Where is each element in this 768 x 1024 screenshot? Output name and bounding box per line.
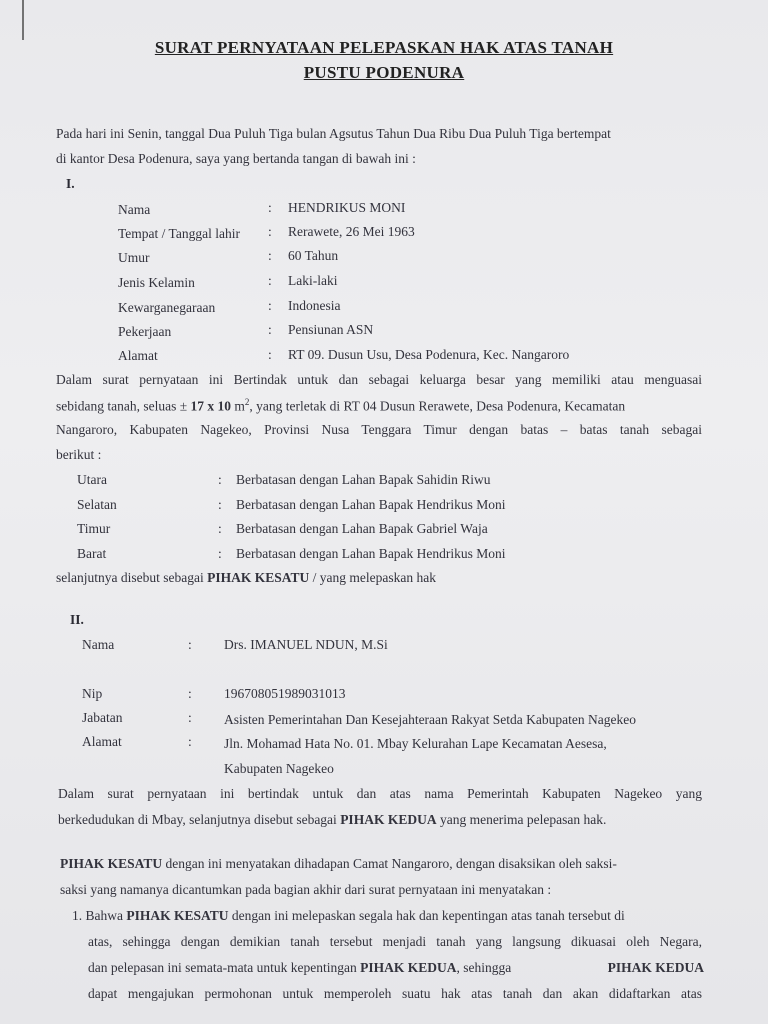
party-2-statement-line-2 bbox=[58, 812, 606, 828]
text-run: yang menerima pelepasan hak. bbox=[436, 812, 607, 827]
field-label: Pekerjaan bbox=[118, 324, 172, 339]
party-1-statement-line-3: Nangaroro, Kabupaten Nagekeo, Provinsi Nusa Tenggara Timur dengan batas – batas tanah sebagai bbox=[56, 422, 702, 437]
field-colon: : bbox=[268, 347, 272, 362]
party-label: PIHAK KEDUA bbox=[360, 960, 457, 975]
party-label: PIHAK KESATU bbox=[207, 570, 310, 585]
party-1-statement-line-2 bbox=[56, 397, 704, 415]
field-value-gender: Laki-laki bbox=[288, 273, 338, 288]
field-value-nip: 196708051989031013 bbox=[224, 686, 346, 701]
party-2-statement-line-1: Dalam surat pernyataan ini bertindak untuk dan atas nama Pemerintah Kabupaten Nagekeo yang bbox=[58, 786, 702, 801]
text-run: dengan ini melepaskan segala hak dan kepentingan atas tanah tersebut di bbox=[228, 908, 625, 923]
declaration-item-1-line-1 bbox=[72, 908, 704, 924]
field-label: Alamat bbox=[118, 348, 158, 363]
field-label: Nama bbox=[82, 637, 115, 652]
border-value-south: Berbatasan dengan Lahan Bapak Hendrikus Moni bbox=[236, 497, 506, 512]
text-run: , sehingga bbox=[456, 960, 512, 975]
field-label: Nip bbox=[82, 686, 103, 701]
party-1-closing bbox=[56, 570, 436, 586]
text-run: 1. Bahwa bbox=[72, 908, 127, 923]
party-1-statement-line-1: Dalam surat pernyataan ini Bertindak untuk dan sebagai keluarga besar yang memiliki atau menguasai bbox=[56, 372, 702, 387]
intro-line-1: Pada hari ini Senin, tanggal Dua Puluh Tiga bulan Agsutus Tahun Dua Ribu Dua Puluh Tiga bertempat bbox=[56, 126, 611, 141]
party-label: PIHAK KEDUA bbox=[340, 812, 437, 827]
intro-line-2: di kantor Desa Podenura, saya yang bertanda tangan di bawah ini : bbox=[56, 151, 416, 166]
declaration-item-1-line-2: atas, sehingga dengan demikian tanah tersebut menjadi tanah yang langsung dikuasai oleh Negara, bbox=[88, 934, 702, 949]
text-run bbox=[88, 960, 511, 976]
document-title: SURAT PERNYATAAN PELEPASKAN HAK ATAS TANAH bbox=[154, 38, 614, 57]
field-colon: : bbox=[188, 686, 192, 701]
border-colon: : bbox=[218, 472, 222, 487]
field-colon: : bbox=[268, 273, 272, 288]
border-colon: : bbox=[218, 546, 222, 561]
party-1-statement-line-4: berikut : bbox=[56, 447, 102, 462]
border-value-west: Berbatasan dengan Lahan Bapak Hendrikus Moni bbox=[236, 546, 506, 561]
field-value-age: 60 Tahun bbox=[288, 248, 339, 263]
field-label: Alamat bbox=[82, 734, 122, 749]
text-run: m bbox=[231, 398, 245, 414]
text-run: berkedudukan di Mbay, selanjutnya disebut sebagai bbox=[58, 812, 341, 827]
border-colon: : bbox=[218, 521, 222, 536]
text-run: selanjutnya disebut sebagai bbox=[56, 570, 208, 585]
field-label: Jenis Kelamin bbox=[118, 275, 195, 290]
border-value-north: Berbatasan dengan Lahan Bapak Sahidin Riwu bbox=[236, 472, 491, 487]
document-subtitle: PUSTU PODENURA bbox=[303, 63, 465, 82]
party-label: PIHAK KEDUA bbox=[607, 960, 704, 975]
border-label-west: Barat bbox=[77, 546, 107, 561]
field-label: Jabatan bbox=[82, 710, 123, 725]
border-label-east: Timur bbox=[77, 521, 111, 536]
field-value-address-cont: Kabupaten Nagekeo bbox=[224, 761, 334, 776]
field-colon: : bbox=[268, 298, 272, 313]
field-value-position: Asisten Pemerintahan Dan Kesejahteraan Rakyat Setda Kabupaten Nagekeo bbox=[224, 712, 636, 727]
text-run: , yang terletak di RT 04 Dusun Rerawete, Desa Podenura, Kecamatan bbox=[249, 398, 626, 414]
declaration-item-1-line-3 bbox=[88, 960, 704, 976]
field-colon: : bbox=[268, 200, 272, 215]
field-colon: : bbox=[268, 248, 272, 263]
party-1-numeral: I. bbox=[66, 176, 75, 191]
field-value-occupation: Pensiunan ASN bbox=[288, 322, 374, 337]
field-value-birth: Rerawete, 26 Mei 1963 bbox=[288, 224, 415, 239]
field-value-name: Drs. IMANUEL NDUN, M.Si bbox=[224, 637, 388, 652]
field-label: Nama bbox=[118, 202, 151, 217]
declaration-line-1 bbox=[60, 856, 704, 872]
field-colon: : bbox=[188, 637, 192, 652]
field-colon: : bbox=[188, 710, 192, 725]
text-run: dengan ini menyatakan dihadapan Camat Nangaroro, dengan disaksikan oleh saksi- bbox=[162, 856, 617, 871]
field-colon: : bbox=[268, 322, 272, 337]
text-run: sebidang tanah, seluas ± bbox=[56, 398, 191, 414]
text-run: dan pelepasan ini semata-mata untuk kepentingan bbox=[88, 960, 361, 975]
party-label: PIHAK KESATU bbox=[126, 908, 229, 923]
field-colon: : bbox=[188, 734, 192, 749]
border-label-south: Selatan bbox=[77, 497, 117, 512]
field-value-citizenship: Indonesia bbox=[288, 298, 341, 313]
field-value-name: HENDRIKUS MONI bbox=[288, 200, 406, 215]
field-label: Kewarganegaraan bbox=[118, 300, 216, 315]
field-colon: : bbox=[268, 224, 272, 239]
land-area: 17 x 10 bbox=[190, 398, 231, 414]
party-2-numeral: II. bbox=[70, 612, 84, 627]
party-label: PIHAK KESATU bbox=[60, 856, 163, 871]
field-value-address: RT 09. Dusun Usu, Desa Podenura, Kec. Nangaroro bbox=[288, 347, 570, 362]
border-colon: : bbox=[218, 497, 222, 512]
declaration-line-2: saksi yang namanya dicantumkan pada bagian akhir dari surat pernyataan ini menyatakan : bbox=[60, 882, 552, 897]
border-label-north: Utara bbox=[77, 472, 107, 487]
field-value-address: Jln. Mohamad Hata No. 01. Mbay Kelurahan Lape Kecamatan Aesesa, bbox=[224, 736, 607, 751]
declaration-item-1-line-4: dapat mengajukan permohonan untuk memperoleh suatu hak atas tanah dan akan didaftarkan atas bbox=[88, 986, 702, 1001]
field-label: Tempat / Tanggal lahir bbox=[118, 226, 240, 241]
text-run: / yang melepaskan hak bbox=[309, 570, 436, 585]
pen-mark bbox=[22, 0, 24, 40]
superscript: 2 bbox=[244, 397, 250, 407]
border-value-east: Berbatasan dengan Lahan Bapak Gabriel Waja bbox=[236, 521, 488, 536]
field-label: Umur bbox=[118, 250, 150, 265]
